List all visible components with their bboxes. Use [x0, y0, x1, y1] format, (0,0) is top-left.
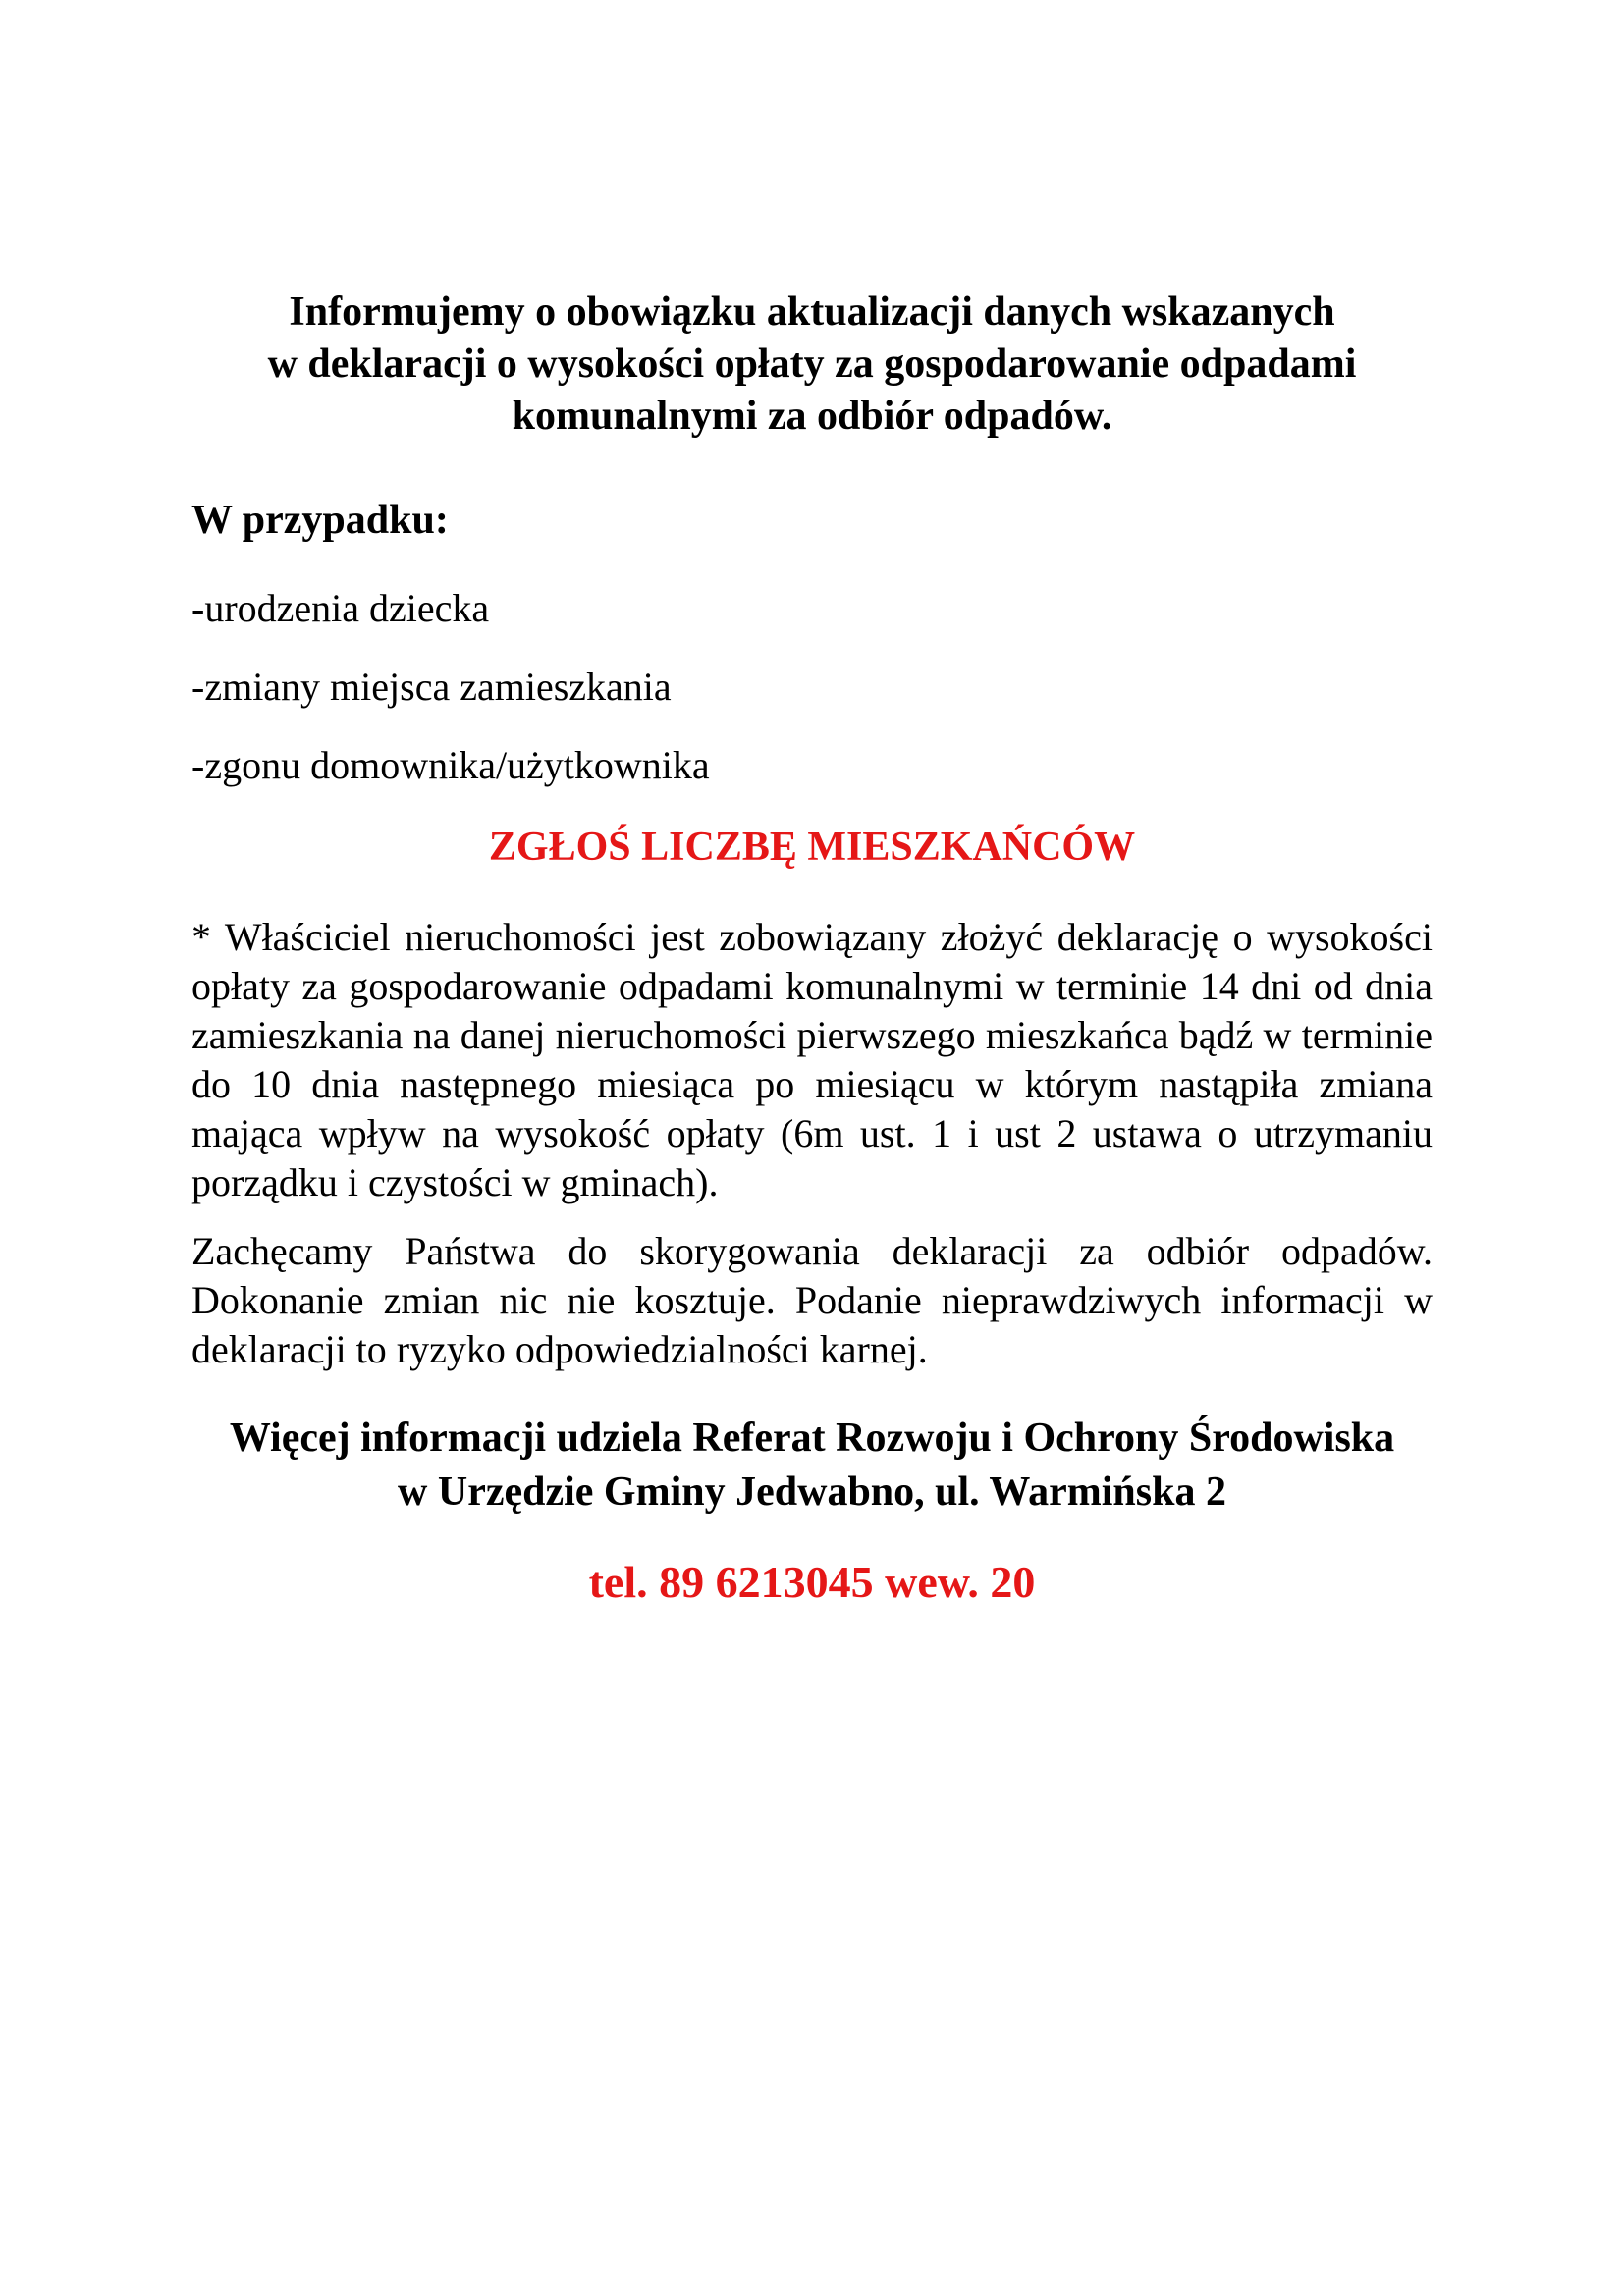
case-item-child-birth: -urodzenia dziecka [191, 586, 490, 630]
report-residents-heading: ZGŁOŚ LICZBĘ MIESZKAŃCÓW [488, 825, 1136, 870]
title-line-1: Informujemy o obowiązku aktualizacji danych wskazanych [289, 290, 1335, 335]
phone-number: tel. 89 6213045 wew. 20 [588, 1557, 1036, 1607]
more-info-line-2: w Urzędzie Gminy Jedwabno, ul. Warmińska 2 [398, 1469, 1226, 1515]
paragraph-correction-encouragement: Zachęcamy Państwa do skorygowania deklaracji za odbiór odpadów. Dokonanie zmian nic nie kosztuje. Podanie nieprawdziwych informacji w deklaracji to ryzyko odpowiedzialności karnej. [191, 1229, 1433, 1371]
cases-heading: W przypadku: [191, 498, 449, 543]
paragraph-declaration-obligation: * Właściciel nieruchomości jest zobowiązany złożyć deklarację o wysokości opłaty za gospodarowanie odpadami komunalnymi w terminie 14 dni od dnia zamieszkania na danej nieruchomości pierwszego mieszkańca bądź w terminie do 10 dnia następnego miesiąca po miesiącu w którym nastąpiła zmiana mająca wpływ na wysokość opłaty (6m ust. 1 i ust 2 ustawa o utrzymaniu porządku i czystości w gminach). [191, 915, 1433, 1204]
more-info-line-1: Więcej informacji udziela Referat Rozwoju i Ochrony Środowiska [229, 1415, 1395, 1461]
case-item-household-member-death: -zgonu domownika/użytkownika [191, 743, 710, 787]
title-line-3: komunalnymi za odbiór odpadów. [512, 394, 1112, 439]
title-line-2: w deklaracji o wysokości opłaty za gospodarowanie odpadami [267, 342, 1357, 387]
case-item-residence-change: -zmiany miejsca zamieszkania [191, 665, 672, 709]
document-title [191, 287, 1433, 443]
more-info-heading [191, 1412, 1433, 1520]
